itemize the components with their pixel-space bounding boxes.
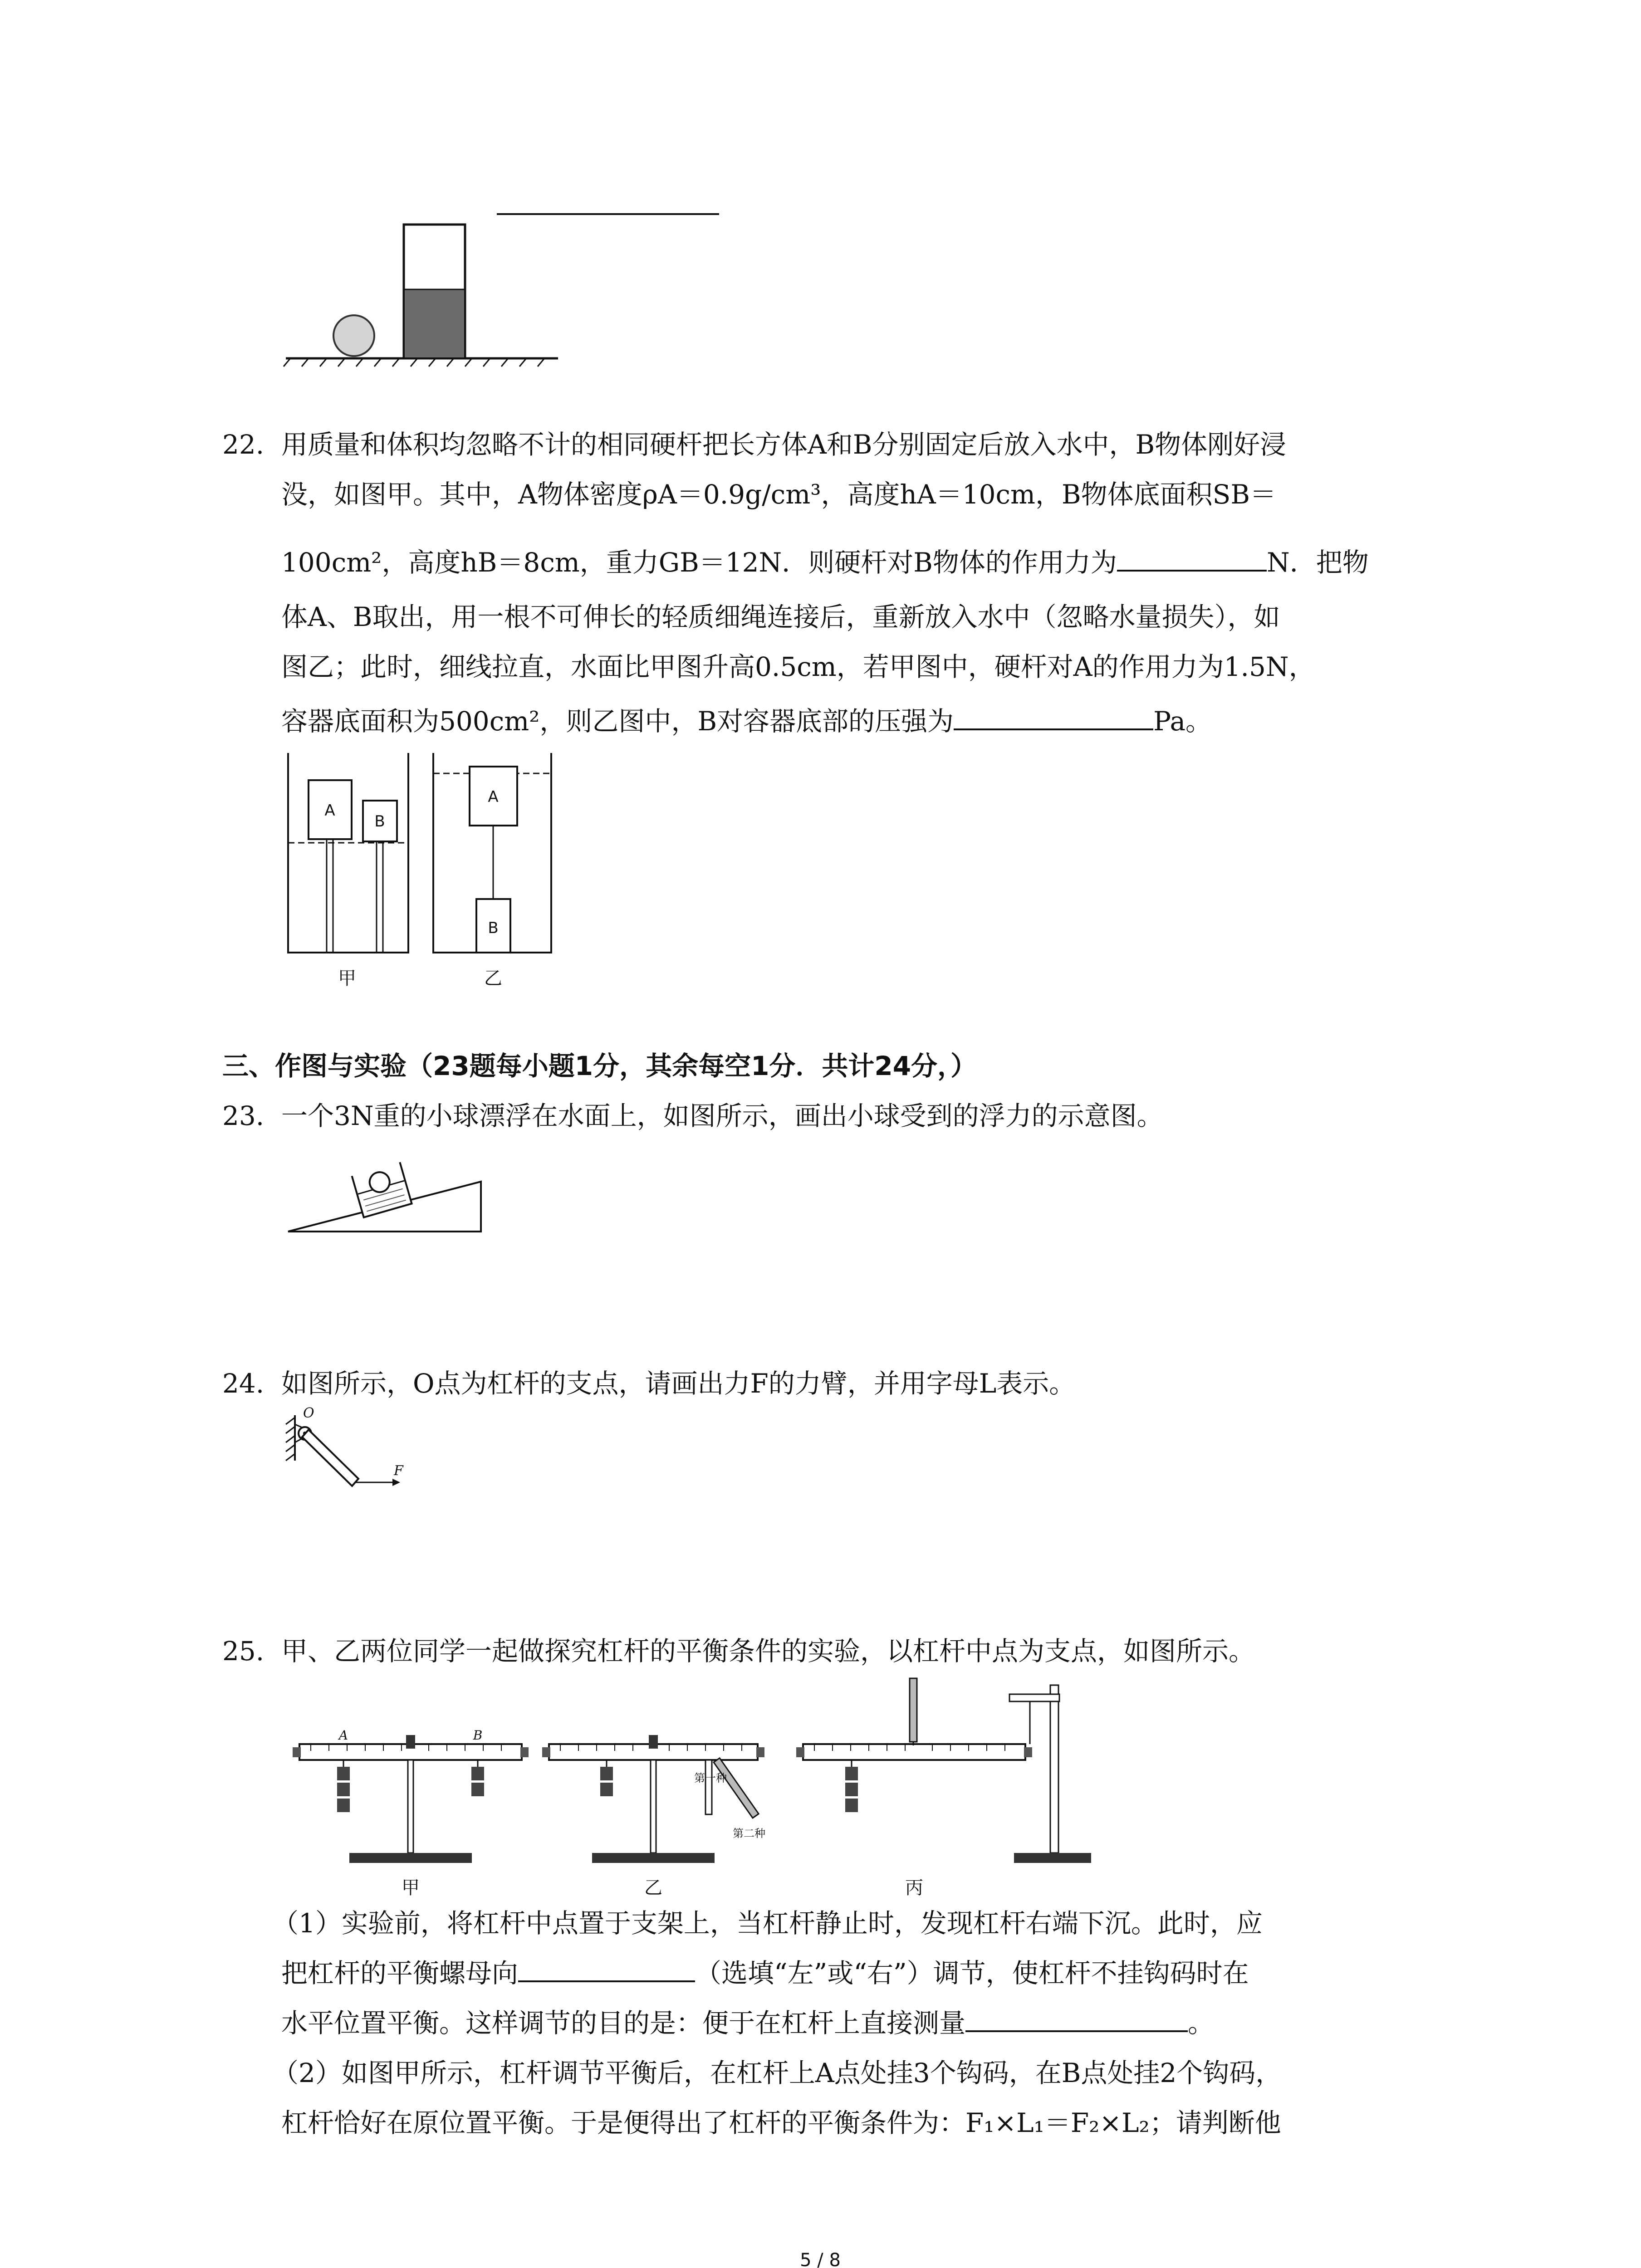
q23-figure [286,1148,485,1238]
q25-figure [279,1678,1105,1905]
lever-setup-bing [796,1678,1091,1863]
page-number: 5 / 8 [800,2250,841,2268]
q25-part1-line-2b: （选填“左”或“右”）调节，使杠杆不挂钩码时在 [695,1958,1249,1989]
q25-part1-line-2 [281,1950,1249,1996]
q25-part2-line-2: 杠杆恰好在原位置平衡。于是便得出了杠杆的平衡条件为：F₁×L₁＝F₂×L₂；请判断他 [281,2107,1281,2138]
q22-line-4: 体A、B取出，用一根不可伸长的轻质细绳连接后，重新放入水中（忽略水量损失），如 [281,601,1280,632]
q25-label-first: 第一种 [694,1772,727,1784]
answer-blank-q21[interactable] [497,213,719,215]
q25-label-a: A [338,1728,348,1743]
q22-label-a-yi: A [488,788,499,806]
q23-text: 一个3N重的小球漂浮在水面上，如图所示，画出小球受到的浮力的示意图。 [281,1100,1163,1131]
q25-caption-yi: 乙 [644,1877,662,1898]
q21-figure [281,222,563,367]
q22-line-5: 图乙；此时，细线拉直，水面比甲图升高0.5cm，若甲图中，硬杆对A的作用力为1.5N， [281,651,1315,682]
q22-line-3 [281,540,1369,585]
q22-line-6a: 容器底面积为500cm²，则乙图中，B对容器底部的压强为 [281,706,954,737]
q25-label-b: B [473,1728,483,1743]
q25-part1-line-3 [281,2000,1214,2046]
liquid [405,289,464,357]
q22-number: 22. [222,429,265,460]
q22-line-6b: Pa。 [1153,706,1212,737]
q24-label-o: O [303,1405,314,1421]
q25-caption-jia: 甲 [402,1877,420,1898]
q24-number: 24. [222,1368,265,1399]
q22-caption-jia: 甲 [338,968,356,989]
q22-label-b-jia: B [374,812,385,831]
q25-part2-line-1: （2）如图甲所示，杠杆调节平衡后，在杠杆上A点处挂3个钩码，在B点处挂2个钩码， [272,2058,1282,2088]
q25-part1-line-1: （1）实验前，将杠杆中点置于支架上，当杠杆静止时，发现杠杆右端下沉。此时，应 [272,1908,1263,1939]
q22-line-3b: N．把物 [1266,547,1369,578]
q22-line-1: 用质量和体积均忽略不计的相同硬杆把长方体A和B分别固定后放入水中，B物体刚好浸 [281,429,1287,460]
answer-blank-q25-2[interactable] [965,2002,1188,2032]
q22-label-a-jia: A [324,802,335,820]
q25-part1-line-3b: 。 [1188,2008,1215,2038]
q25-part1-line-3a: 水平位置平衡。这样调节的目的是：便于在杠杆上直接测量 [281,2008,966,2038]
q25-text: 甲、乙两位同学一起做探究杠杆的平衡条件的实验，以杠杆中点为支点，如图所示。 [281,1636,1255,1667]
lever-setup-yi [542,1735,764,1863]
q22-line-6 [281,699,1212,744]
answer-blank-q22-1[interactable] [1117,542,1267,572]
q24-figure [272,1406,426,1506]
answer-blank-q25-1[interactable] [518,1952,695,1982]
q22-caption-yi: 乙 [484,968,502,989]
q22-line-3a: 100cm²，高度hB＝8cm，重力GB＝12N．则硬杆对B物体的作用力为 [281,547,1117,578]
q22-label-b-yi: B [488,919,499,937]
section-3-title: 三、作图与实验（23题每小题1分，其余每空1分．共计24分，） [222,1051,977,1081]
q25-label-second: 第二种 [733,1827,765,1840]
q22-container-jia [288,753,408,953]
q24-text: 如图所示，O点为杠杆的支点，请画出力F的力臂，并用字母L表示。 [281,1368,1076,1399]
lever-setup-jia [293,1735,529,1863]
q22-figure [286,753,567,1007]
q22-line-2: 没，如图甲。其中，A物体密度ρA＝0.9g/cm³，高度hA＝10cm，B物体底面积SB＝ [281,479,1277,510]
q25-number: 25. [222,1636,265,1667]
ball [333,315,374,356]
answer-blank-q22-2[interactable] [954,700,1153,730]
q24-label-f: F [394,1463,403,1479]
q25-part1-line-2a: 把杠杆的平衡螺母向 [281,1958,519,1989]
q23-number: 23. [222,1100,265,1131]
q25-caption-bing: 丙 [905,1877,923,1898]
